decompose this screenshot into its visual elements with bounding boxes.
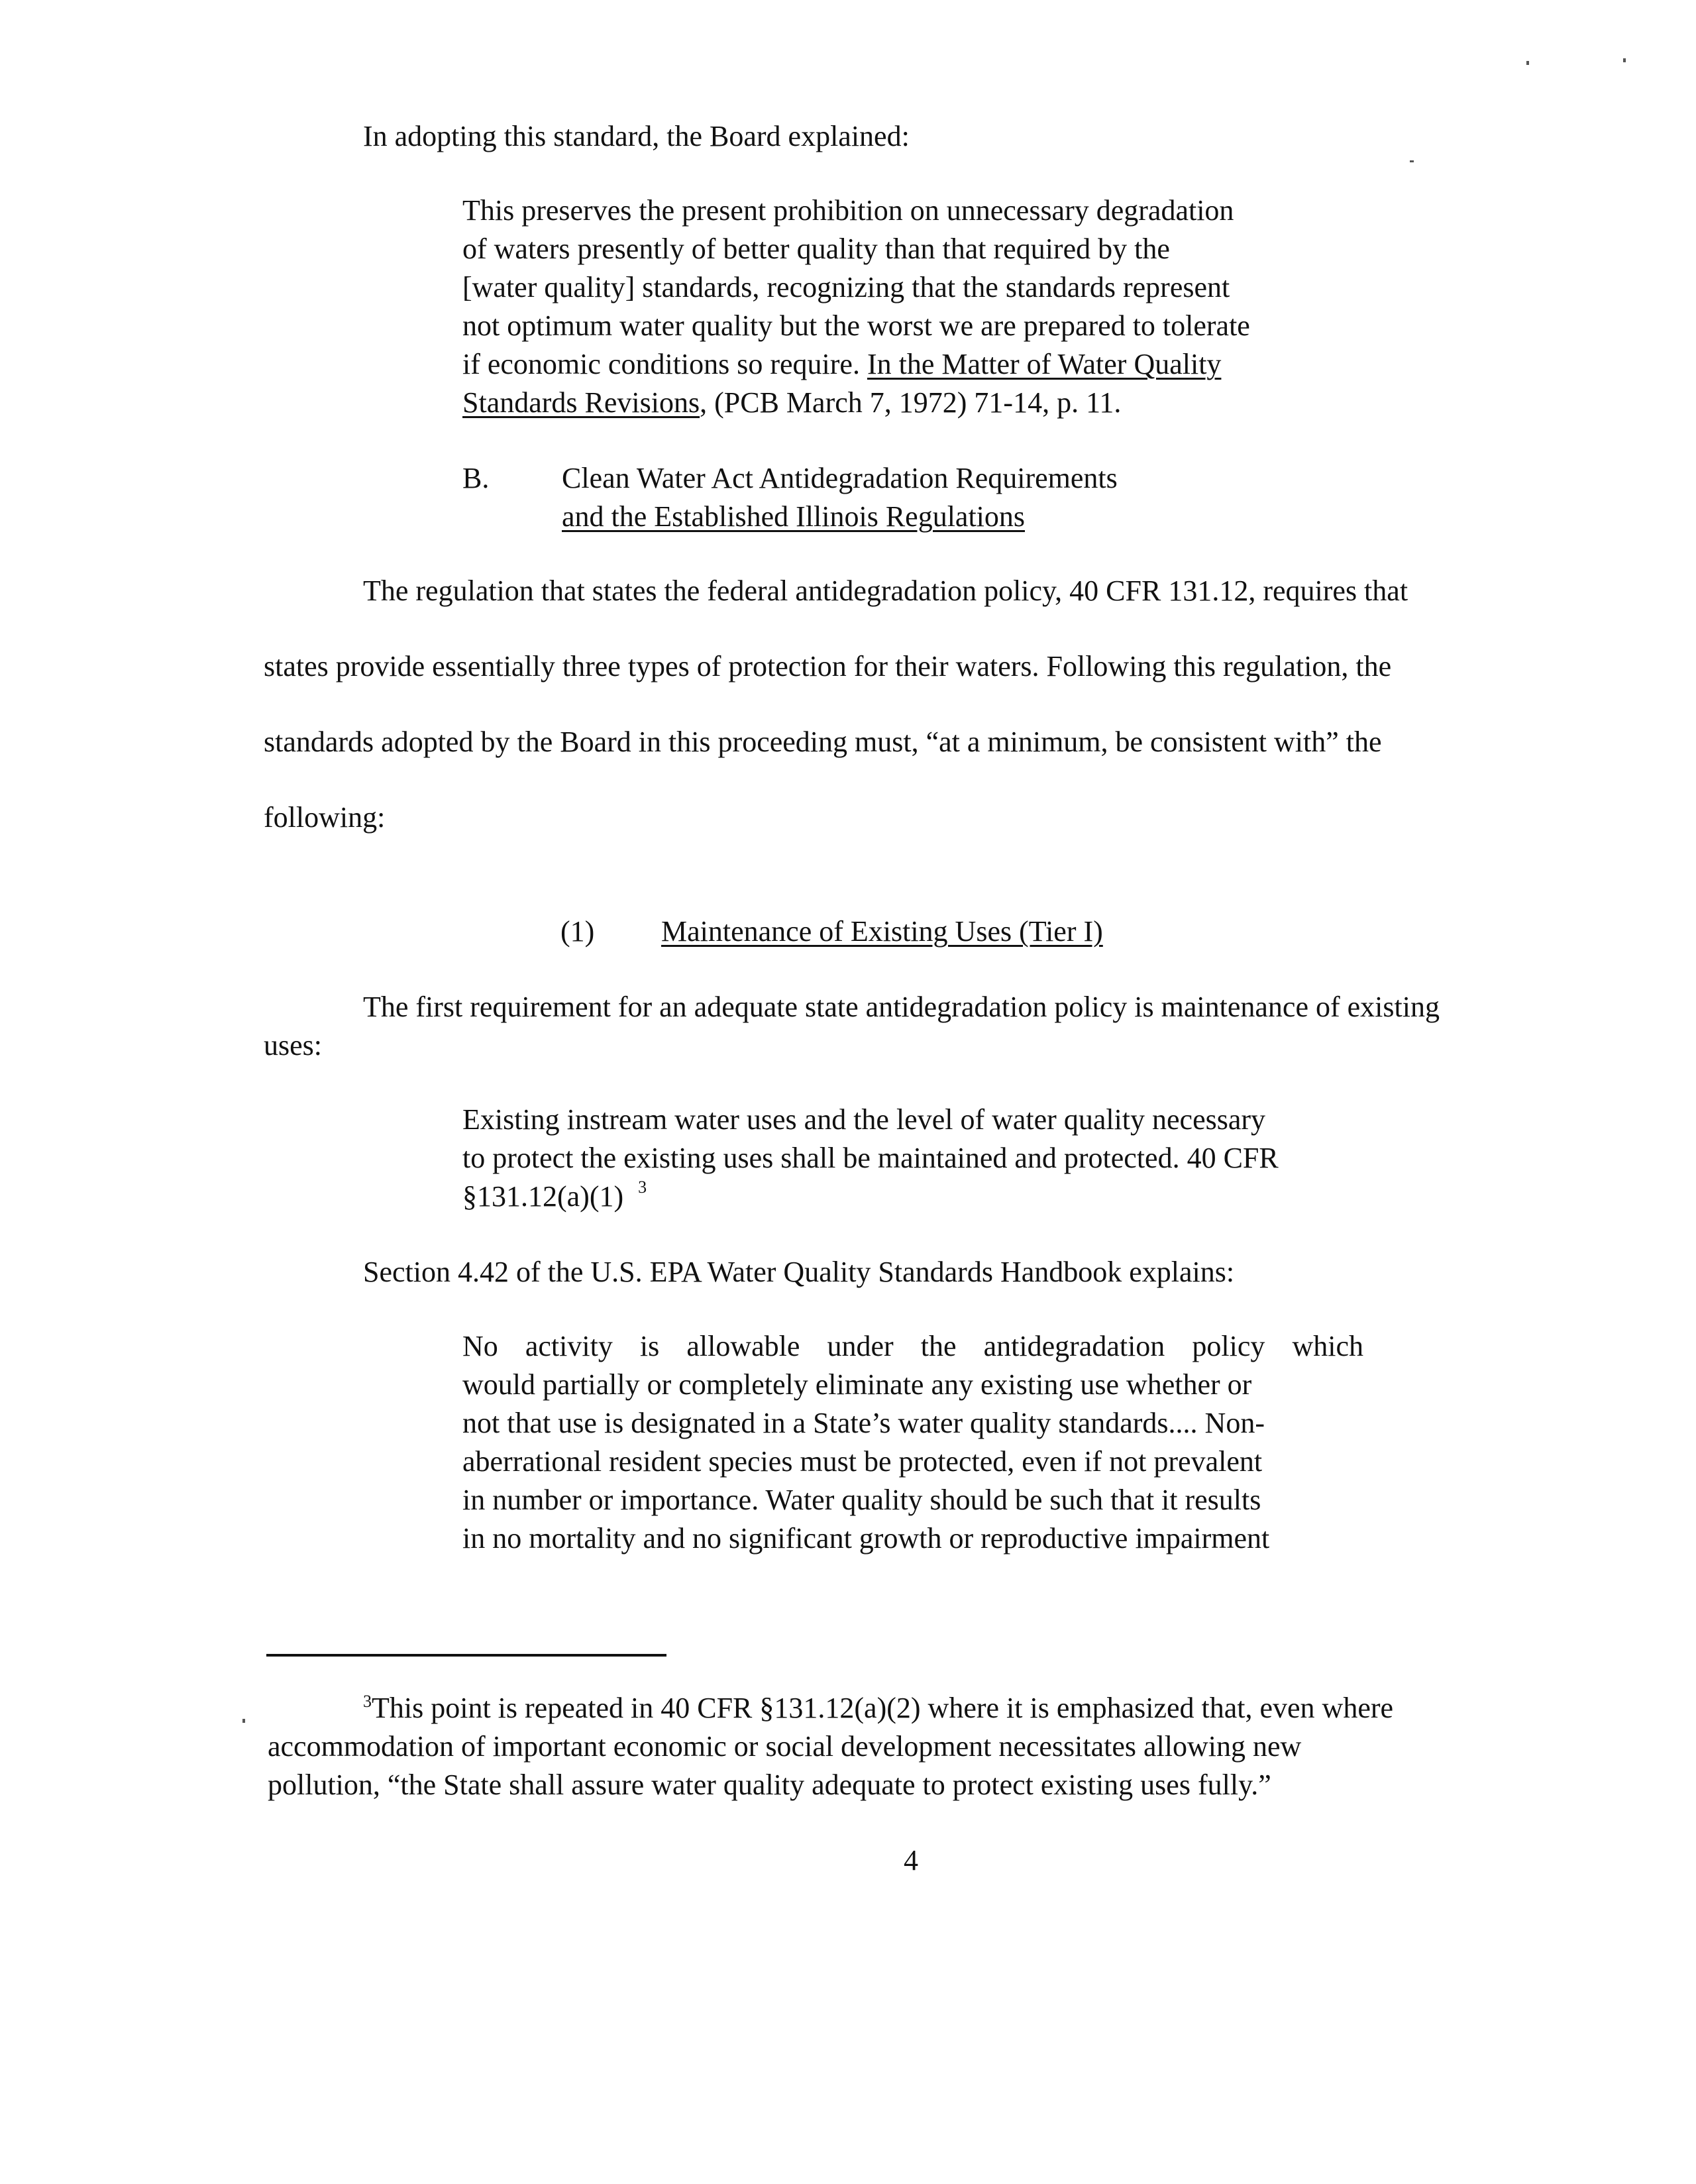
quote3-line-5: in number or importance. Water quality should be such that it results — [462, 1484, 1261, 1516]
scan-speck — [1526, 61, 1529, 65]
quote2-line-3 — [462, 1177, 647, 1213]
para2-line-1: The first requirement for an adequate state antidegradation policy is maintenance of existing — [363, 991, 1440, 1023]
quote3-line-3: not that use is designated in a State’s water quality standards.... Non- — [462, 1407, 1265, 1439]
citation-rest: , (PCB March 7, 1972) 71-14, p. 11. — [700, 386, 1122, 419]
handbook-intro: Section 4.42 of the U.S. EPA Water Quality Standards Handbook explains: — [363, 1256, 1235, 1288]
quote1-line-6 — [462, 388, 1121, 417]
citation-case-title: In the Matter of Water Quality — [867, 348, 1222, 380]
cfr-citation: §131.12(a)(1) — [462, 1180, 624, 1213]
footnote-line-3: pollution, “the State shall assure water quality adequate to protect existing uses fully.” — [268, 1769, 1271, 1801]
para2-line-2: uses: — [264, 1029, 322, 1062]
quote1-line-2: of waters presently of better quality than that required by the — [462, 233, 1170, 265]
para1-line-1: The regulation that states the federal antidegradation policy, 40 CFR 131.12, requires that — [363, 574, 1408, 607]
footnote-marker: 3 — [363, 1692, 372, 1711]
heading-b-line-1: Clean Water Act Antidegradation Requirements — [562, 462, 1118, 494]
heading-b-line-2: and the Established Illinois Regulations — [562, 500, 1026, 533]
subheading-number: (1) — [560, 915, 595, 948]
scan-speck — [1623, 58, 1626, 62]
footnote-reference[interactable]: 3 — [638, 1177, 647, 1197]
page-number: 4 — [904, 1844, 918, 1877]
para1-line-4: following: — [264, 801, 386, 834]
footnote-line-1-text: This point is repeated in 40 CFR §131.12(a)(2) where it is emphasized that, even where — [372, 1692, 1394, 1724]
footnote-line-1 — [363, 1694, 1393, 1723]
quote3-line-2: would partially or completely eliminate any existing use whether or — [462, 1368, 1252, 1401]
quote3-line-4: aberrational resident species must be protected, even if not prevalent — [462, 1445, 1263, 1478]
quote1-line-5-text: if economic conditions so require. — [462, 348, 867, 380]
quote3-line-6: in no mortality and no significant growth or reproductive impairment — [462, 1522, 1270, 1555]
heading-b-letter: B. — [462, 462, 490, 494]
quote1-line-3: [water quality] standards, recognizing that the standards represent — [462, 271, 1230, 303]
quote2-line-1: Existing instream water uses and the level of water quality necessary — [462, 1103, 1266, 1136]
subheading-title: Maintenance of Existing Uses (Tier I) — [661, 915, 1103, 948]
quote1-line-1: This preserves the present prohibition on unnecessary degradation — [462, 194, 1234, 227]
citation-case-title-cont: Standards Revisions — [462, 386, 700, 419]
quote2-line-2: to protect the existing uses shall be maintained and protected. 40 CFR — [462, 1142, 1279, 1174]
scan-speck — [242, 1719, 245, 1723]
intro-line: In adopting this standard, the Board explained: — [363, 120, 910, 152]
para1-line-2: states provide essentially three types of protection for their waters. Following this regulation, the — [264, 650, 1392, 682]
footnote-separator — [266, 1654, 666, 1657]
scan-speck — [1410, 160, 1414, 162]
quote1-line-4: not optimum water quality but the worst we are prepared to tolerate — [462, 309, 1250, 342]
quote1-line-5 — [462, 350, 1221, 379]
para1-line-3: standards adopted by the Board in this proceeding must, “at a minimum, be consistent with” the — [264, 726, 1382, 758]
quote3-line-1: No activity is allowable under the antidegradation policy which — [462, 1330, 1363, 1362]
footnote-line-2: accommodation of important economic or social development necessitates allowing new — [268, 1730, 1302, 1763]
